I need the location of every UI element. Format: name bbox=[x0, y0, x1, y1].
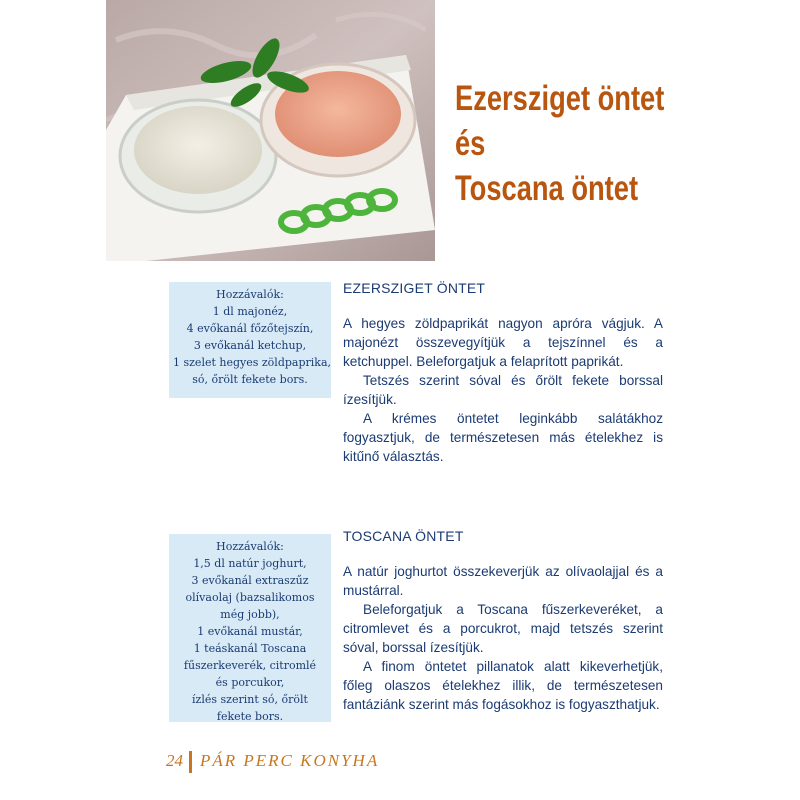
recipe-heading: TOSCANA ÖNTET bbox=[343, 528, 464, 544]
title-line-1: Ezersziget öntet bbox=[455, 79, 665, 118]
recipe-paragraph: A finom öntetet pillanatok alatt kikeverhetjük, főleg olaszos ételekhez illik, de természetesen fantáziánk szerint más fogásokhoz is fogyaszthatjuk. bbox=[343, 659, 663, 712]
ingredient-line: 1,5 dl natúr joghurt, bbox=[193, 557, 307, 570]
ingredient-line: 4 evőkanál főzőtejszín, bbox=[186, 322, 314, 335]
title-line-2: és bbox=[455, 124, 486, 163]
ingredient-line: 1 evőkanál mustár, bbox=[197, 625, 303, 638]
ingredients-box-toscana bbox=[169, 534, 331, 722]
page-footer bbox=[166, 749, 379, 773]
book-title: PÁR PERC KONYHA bbox=[200, 751, 380, 770]
recipe-paragraph: A krémes öntetet leginkább salátákhoz fogyasztjuk, de természetesen más ételekhez is kitűnő választás. bbox=[343, 411, 663, 464]
title-line-3: Toscana öntet bbox=[455, 169, 639, 208]
page-number: 24 bbox=[166, 751, 183, 770]
recipe-paragraph: A hegyes zöldpaprikát nagyon apróra vágjuk. A majonézt összevegyítjük a tejszínnel és a ketchuppel. Beleforgatjuk a felaprított paprikát. bbox=[343, 316, 663, 369]
recipe-paragraph: A natúr joghurtot összekeverjük az olívaolajjal és a mustárral. bbox=[343, 564, 663, 598]
recipe-paragraph: Tetszés szerint sóval és őrölt fekete borssal ízesítjük. bbox=[343, 373, 663, 407]
page-title bbox=[455, 76, 712, 211]
ingredient-line: 1 teáskanál Toscana bbox=[193, 642, 307, 655]
ingredient-line: olívaolaj (bazsalikomos bbox=[185, 591, 315, 604]
ingredient-line: és porcukor, bbox=[215, 676, 285, 689]
ingredient-line: ízlés szerint só, őrölt bbox=[192, 693, 308, 706]
salad-dressings-photo bbox=[106, 0, 435, 261]
ingredient-line: fekete bors. bbox=[216, 710, 284, 723]
ingredients-heading: Hozzávalók: bbox=[216, 540, 284, 553]
recipe-ezersziget bbox=[343, 279, 663, 466]
recipe-toscana bbox=[343, 527, 663, 714]
footer-divider bbox=[189, 751, 192, 773]
recipe-heading: EZERSZIGET ÖNTET bbox=[343, 280, 486, 296]
ingredient-line: 3 evőkanál ketchup, bbox=[193, 339, 307, 352]
ingredients-heading: Hozzávalók: bbox=[216, 288, 284, 301]
ingredients-box-ezersziget bbox=[169, 282, 331, 398]
ingredient-line: még jobb), bbox=[220, 608, 280, 621]
ingredient-line: 1 dl majonéz, bbox=[212, 305, 288, 318]
ingredient-line: só, őrölt fekete bors. bbox=[192, 373, 308, 386]
recipe-paragraph: Beleforgatjuk a Toscana fűszerkeveréket, a citromlevet és a porcukrot, majd tetszés szerint sóval, borssal ízesítjük. bbox=[343, 602, 663, 655]
ingredient-line: 3 evőkanál extraszűz bbox=[191, 574, 309, 587]
ingredient-line: fűszerkeverék, citromlé bbox=[183, 659, 317, 672]
ingredient-line: 1 szelet hegyes zöldpaprika, bbox=[173, 356, 332, 369]
